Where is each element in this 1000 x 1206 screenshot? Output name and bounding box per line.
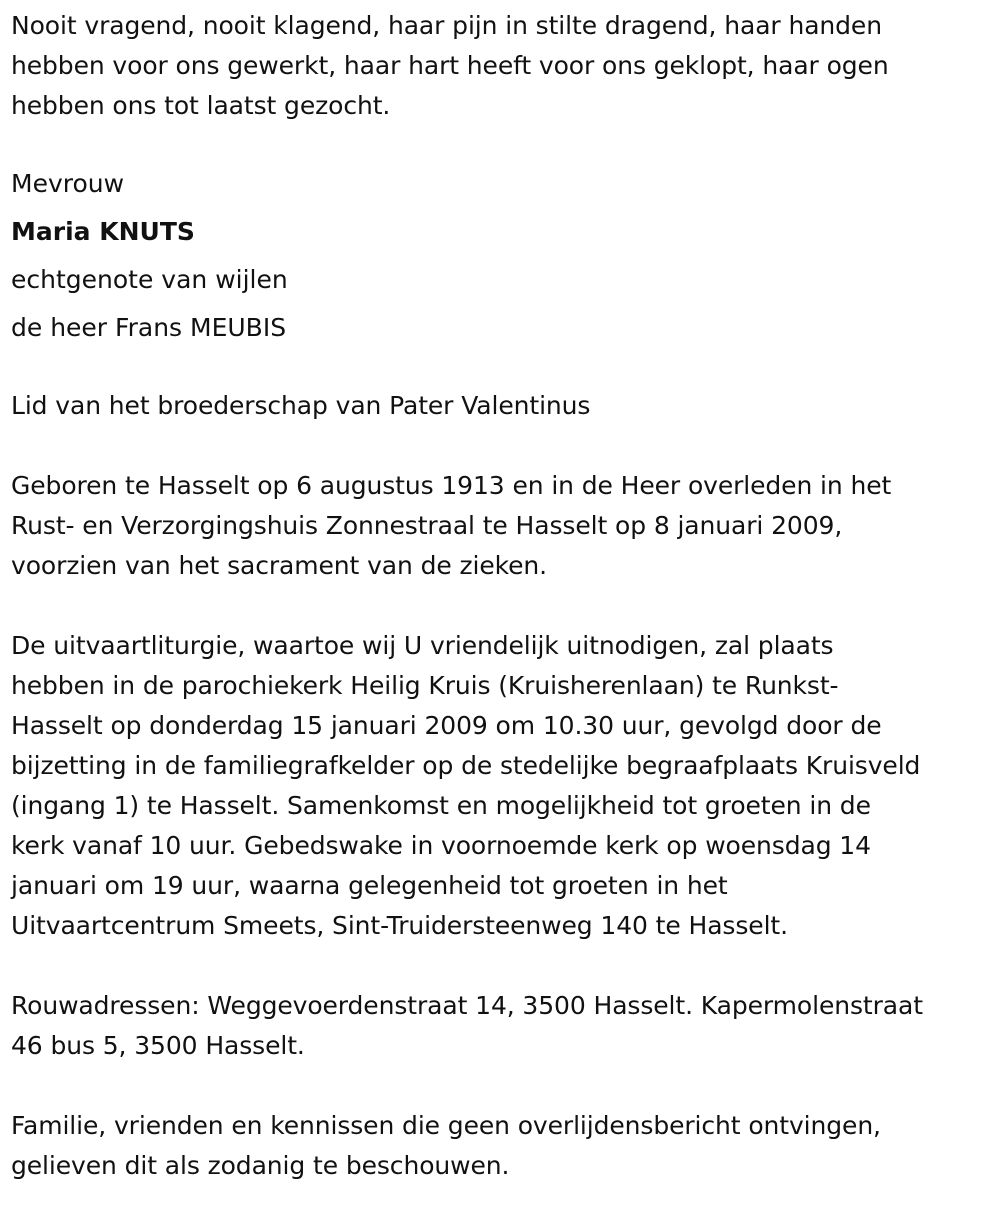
obituary-notice (11, 0, 996, 1186)
opening-line: Nooit vragend, nooit klagend, haar pijn in stilte dragend, haar handen (11, 11, 882, 40)
address-line: 46 bus 5, 3500 Hasselt. (11, 1031, 305, 1060)
salutation: Mevrouw (11, 169, 125, 198)
address-paragraph (11, 986, 996, 1066)
relation-line: echtgenote van wijlen (11, 265, 288, 294)
funeral-paragraph (11, 626, 996, 946)
closing-line: Familie, vrienden en kennissen die geen overlijdensbericht ontvingen, (11, 1111, 881, 1140)
funeral-line: (ingang 1) te Hasselt. Samenkomst en mogelijkheid tot groeten in de (11, 791, 871, 820)
funeral-line: De uitvaartliturgie, waartoe wij U vriendelijk uitnodigen, zal plaats (11, 631, 834, 660)
closing-paragraph (11, 1106, 996, 1186)
funeral-line: bijzetting in de familiegrafkelder op de stedelijke begraafplaats Kruisveld (11, 751, 921, 780)
funeral-line: Uitvaartcentrum Smeets, Sint-Truidersteenweg 140 te Hasselt. (11, 911, 788, 940)
deceased-name: Maria KNUTS (11, 217, 195, 246)
birth-death-line: voorzien van het sacrament van de zieken. (11, 551, 548, 580)
funeral-line: hebben in de parochiekerk Heilig Kruis (Kruisherenlaan) te Runkst- (11, 671, 839, 700)
birth-death-paragraph (11, 466, 996, 586)
opening-line: hebben ons tot laatst gezocht. (11, 91, 391, 120)
funeral-line: januari om 19 uur, waarna gelegenheid tot groeten in het (11, 871, 728, 900)
closing-line: gelieven dit als zodanig te beschouwen. (11, 1151, 510, 1180)
address-line: Rouwadressen: Weggevoerdenstraat 14, 3500 Hasselt. Kapermolenstraat (11, 991, 923, 1020)
opening-verse (11, 6, 996, 126)
birth-death-line: Rust- en Verzorgingshuis Zonnestraal te Hasselt op 8 januari 2009, (11, 511, 843, 540)
funeral-line: kerk vanaf 10 uur. Gebedswake in voornoemde kerk op woensdag 14 (11, 831, 871, 860)
funeral-line: Hasselt op donderdag 15 januari 2009 om 10.30 uur, gevolgd door de (11, 711, 882, 740)
opening-line: hebben voor ons gewerkt, haar hart heeft voor ons geklopt, haar ogen (11, 51, 889, 80)
birth-death-line: Geboren te Hasselt op 6 augustus 1913 en in de Heer overleden in het (11, 471, 892, 500)
spouse-line: de heer Frans MEUBIS (11, 313, 287, 342)
membership-line: Lid van het broederschap van Pater Valentinus (11, 391, 591, 420)
